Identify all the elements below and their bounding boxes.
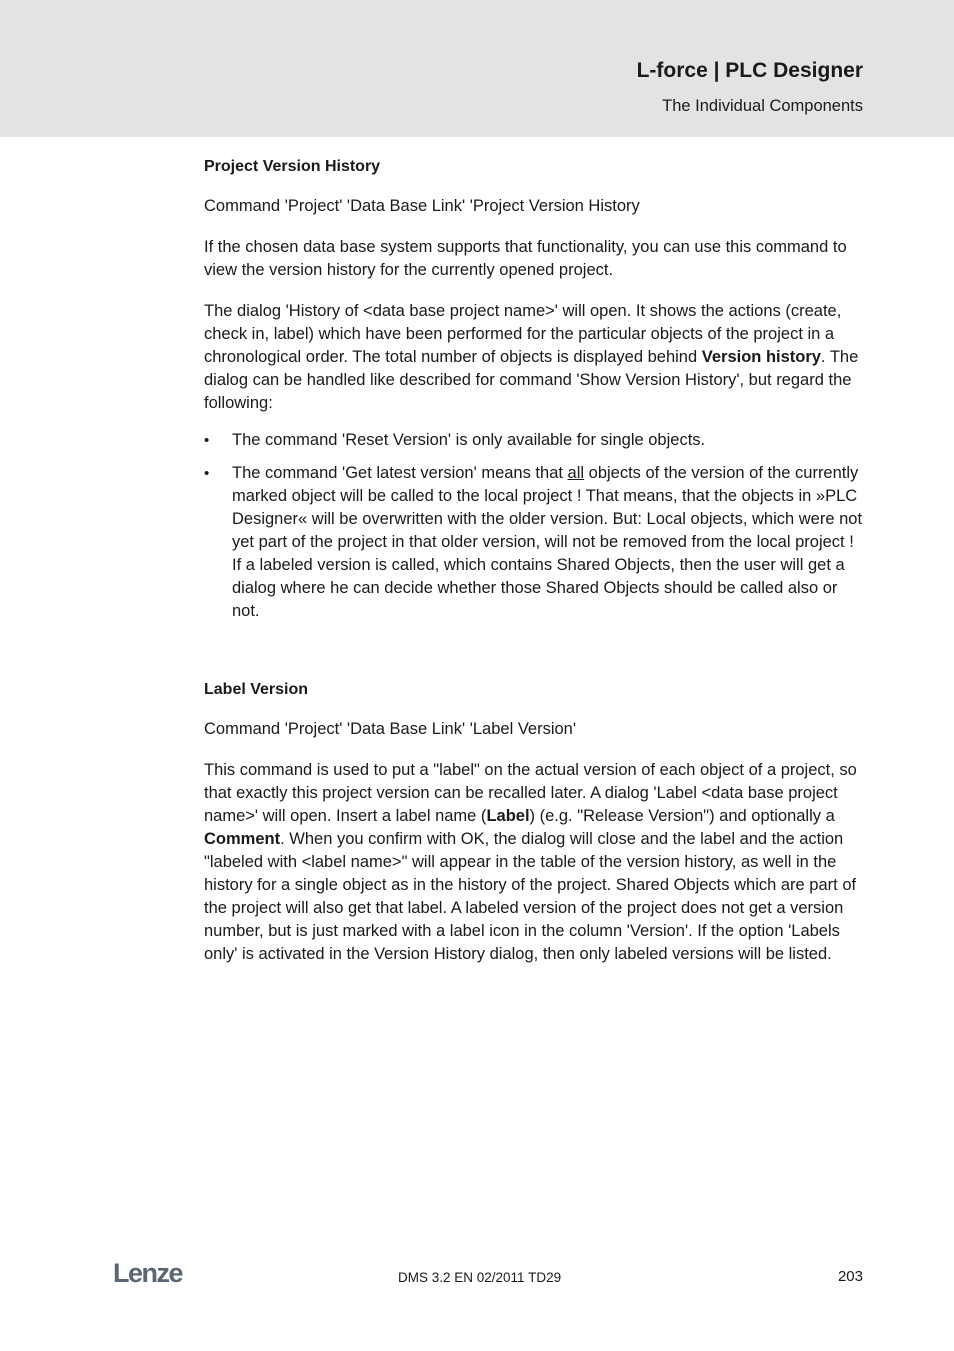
lenze-logo: Lenze	[113, 1258, 183, 1288]
paragraph-history-dialog-text-a: The dialog 'History of <data base project name>' will open. It shows the actions (create, check in, label) which have been performed for the particular objects of the project in a chronological order. The total number of objects is displayed behind	[204, 302, 842, 366]
section-heading-label-version: Label Version	[204, 681, 309, 698]
paragraph-label-text-b: ) (e.g. "Release Version") and optionally a	[529, 807, 835, 825]
list-item-text-b: objects of the version of the currently marked object will be called to the local project ! That means, that the objects in »PLC Designer« will be overwritten with the older version. But: Local objects, which were not yet part of the project in that older version, will not be removed from the local project ! If a labeled version is called, which contains Shared Objects, then the user will get a dialog where he can decide whether those Shared Objects should be called also or not.	[232, 464, 863, 620]
label-term: Label	[486, 807, 530, 825]
page-content	[204, 155, 864, 966]
paragraph-label-text-a: This command is used to put a "label" on the actual version of each object of a project, so that exactly this project version can be recalled later. A dialog 'Label <data base project name>' will open. Insert a label name (	[204, 761, 857, 825]
notes-list	[204, 429, 864, 623]
command-path-project-version-history: Command 'Project' 'Data Base Link' 'Project Version History	[204, 197, 640, 215]
section-heading-project-version-history: Project Version History	[204, 158, 381, 175]
list-item-get-latest-version	[204, 462, 864, 623]
paragraph-history-dialog	[204, 300, 864, 415]
paragraph-label-version	[204, 759, 864, 966]
bullet-icon: •	[204, 465, 210, 482]
document-id: DMS 3.2 EN 02/2011 TD29	[398, 1270, 562, 1285]
chapter-subtitle: The Individual Components	[662, 97, 863, 115]
document-title: L-force | PLC Designer	[636, 59, 863, 82]
list-item-text: The command 'Reset Version' is only available for single objects.	[232, 431, 706, 449]
paragraph-label-text-c: . When you confirm with OK, the dialog will close and the label and the action "labeled with <label name>" will appear in the table of the version history, as well in the history for a single object as in the history of the project. Shared Objects which are part of the project will also get that label. A labeled version of the project does not get a version number, but is just marked with a label icon in the column 'Version'. If the option 'Labels only' is activated in the Version History dialog, then only labeled versions will be listed.	[204, 830, 857, 963]
paragraph-functionality: If the chosen data base system supports that functionality, you can use this command to view the version history for the currently opened project.	[204, 238, 847, 279]
version-history-term: Version history	[701, 348, 821, 366]
page-number: 203	[837, 1268, 863, 1285]
underlined-all: all	[567, 464, 585, 482]
paragraph-history-dialog-text-b: . The dialog can be handled like described for command 'Show Version History', but regard the following:	[204, 348, 859, 412]
list-item-reset-version	[204, 429, 864, 452]
command-path-label-version: Command 'Project' 'Data Base Link' 'Label Version'	[204, 720, 577, 738]
bullet-icon: •	[204, 432, 210, 449]
comment-term: Comment	[204, 830, 281, 848]
list-item-text-a: The command 'Get latest version' means that	[232, 464, 568, 482]
